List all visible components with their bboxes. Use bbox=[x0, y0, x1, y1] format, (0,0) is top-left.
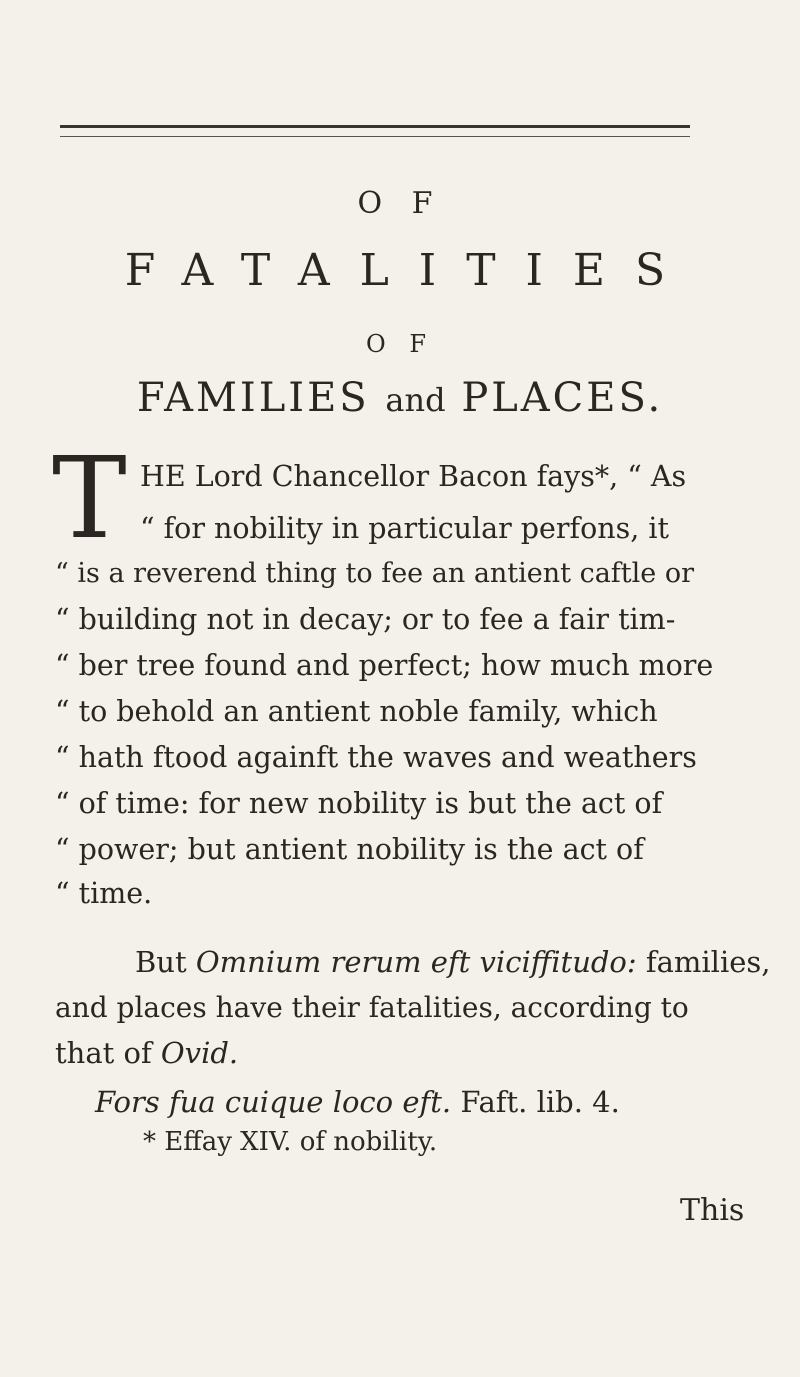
page-subtitle bbox=[0, 375, 800, 421]
heading-of-top: O F bbox=[357, 186, 443, 221]
text-line: “ time. bbox=[55, 877, 153, 910]
latin-quotation bbox=[95, 1085, 620, 1119]
drop-cap: T bbox=[52, 434, 127, 564]
heading-of-mid: O F bbox=[366, 330, 434, 358]
text-line: “ to behold an antient noble family, which bbox=[55, 695, 658, 728]
subtitle-places: PLACES. bbox=[461, 375, 664, 421]
text-line: “ power; but antient nobility is the act of bbox=[55, 833, 644, 866]
subtitle-and: and bbox=[385, 381, 446, 419]
author-name: Ovid. bbox=[160, 1036, 239, 1070]
top-rule-thick bbox=[60, 125, 690, 128]
text-line: “ ber tree found and perfect; how much more bbox=[55, 649, 714, 682]
text-line: “ of time: for new nobility is but the act of bbox=[55, 787, 663, 820]
latin-phrase: Omnium rerum eft viciffitudo: bbox=[195, 945, 637, 979]
quotation-source: Faft. lib. 4. bbox=[451, 1085, 620, 1119]
subtitle-families: FAMILIES bbox=[136, 375, 370, 421]
paragraph2-line2: and places have their fatalities, according to bbox=[55, 991, 689, 1024]
text-line: “ is a reverend thing to fee an antient caftle or bbox=[55, 558, 695, 589]
text-line: “ hath ftood againft the waves and weathers bbox=[55, 741, 697, 774]
paragraph2-line1 bbox=[135, 945, 771, 979]
text-line: “ building not in decay; or to fee a fair tim- bbox=[55, 603, 676, 636]
para2-text: families, bbox=[636, 945, 771, 979]
text-line: HE Lord Chancellor Bacon fays*, “ As bbox=[140, 460, 687, 493]
top-rule-thin bbox=[60, 136, 690, 137]
quotation-text: Fors fua cuique loco eft. bbox=[95, 1085, 452, 1119]
paragraph2-line3 bbox=[55, 1036, 239, 1070]
para2-text: that of bbox=[55, 1036, 161, 1070]
catchword: This bbox=[680, 1193, 745, 1228]
text-line: “ for nobility in particular perfons, it bbox=[140, 512, 669, 545]
para2-text: But bbox=[135, 945, 196, 979]
page-title: FATALITIES bbox=[124, 245, 696, 296]
footnote: * Effay XIV. of nobility. bbox=[143, 1127, 438, 1157]
